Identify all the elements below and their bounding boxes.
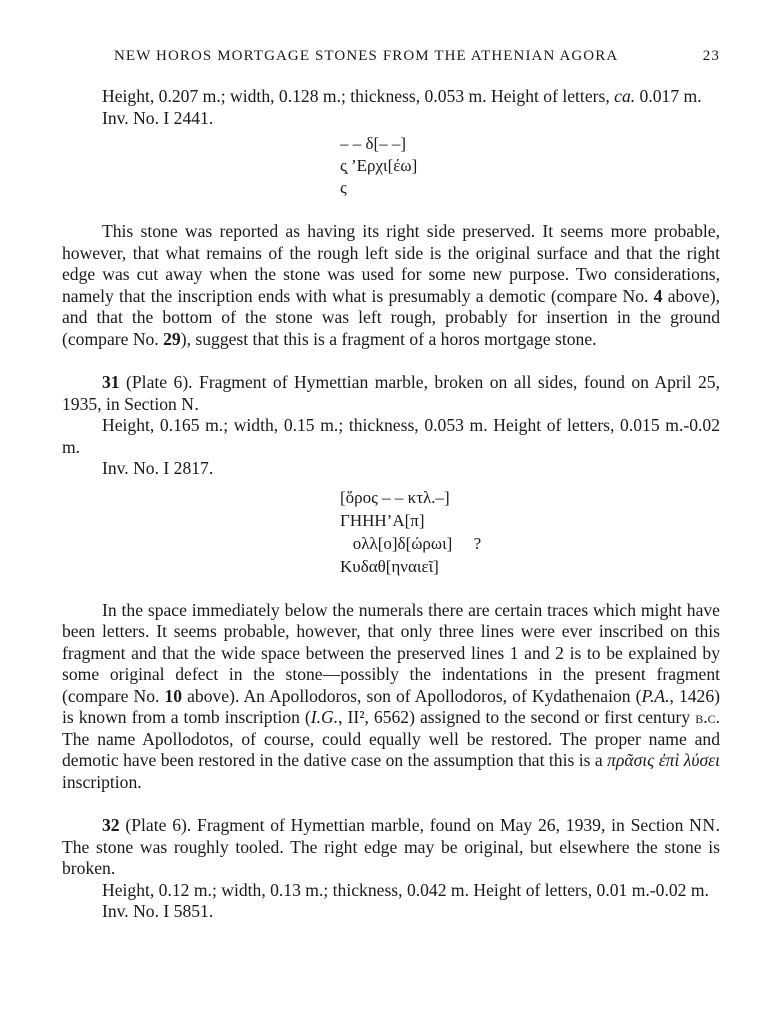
entry32-dimensions: Height, 0.12 m.; width, 0.13 m.; thickness, 0.042 m. Height of letters, 0.01 m.-0.02 m. [102,879,709,900]
entry31-inscription [340,486,720,578]
entry-number: 31 [102,372,120,392]
entry30-discussion: This stone was reported as having its right side preserved. It seems more probable, however, that what remains of the rough left side is the original surface and that the right edge was cut away when the stone was used for some new purpose. Two considerations, namely that the inscription ends with what is presumably a demotic (compare No. 4 above), and that the bottom of the stone was left rough, probably for insertion in the ground (compare No. 29), suggest that this is a fragment of a horos mortgage stone. [62,221,720,349]
entry30-inv: Inv. No. I 2441. [102,107,214,128]
inscription-line: – – δ[– –] [340,134,407,153]
inscription-line: ΓΗΗΗ’Α[π] [340,510,425,530]
entry32-description: 32 (Plate 6). Fragment of Hymettian marble, found on May 26, 1939, in Section NN. The stone was roughly tooled. The right edge may be original, but elsewhere the stone is broken. [62,815,720,878]
entry31-description: 31 (Plate 6). Fragment of Hymettian marble, broken on all sides, found on April 25, 1935, in Section N. [62,372,720,414]
running-title: NEW HOROS MORTGAGE STONES FROM THE ATHENIAN AGORA [114,48,619,64]
page-number: 23 [702,48,720,64]
inscription-line: Κυδαθ[ηναιεῖ] [340,556,439,576]
entry30-inscription [340,133,720,199]
inscription-line: ς [340,178,347,197]
inscription-line: ς̣ ’Ερχι[έω] [340,156,418,175]
entry31-discussion: In the space immediately below the numerals there are certain traces which might have been letters. It seems probable, however, that only three lines were ever inscribed on this fragment and that the wide space between the preserved lines 1 and 2 is to be explained by some original defect in the stone—possibly the indentations in the present fragment (compare No. 10 above). An Apollodoros, son of Apollodoros, of Kydathenaion (P.A., 1426) is known from a tomb inscription (I.G., II², 6562) assigned to the second or first century b.c. The name Apollodotos, of course, could equally well be restored. The proper name and demotic have been restored in the dative case on the assumption that this is a πρᾶσις ἐπὶ λύσει inscription. [62,599,721,792]
page [62,46,720,923]
entry30-dimensions: Height, 0.207 m.; width, 0.128 m.; thickness, 0.053 m. Height of letters, ca. 0.017 m. [102,86,702,106]
inscription-line: ολλ[ο]δ[ώρωι] ? [340,533,482,553]
entry32-inv: Inv. No. I 5851. [102,901,214,921]
entry31-dimensions: Height, 0.165 m.; width, 0.15 m.; thickness, 0.053 m. Height of letters, 0.015 m.-0.02 m. [62,415,720,457]
entry-number: 32 [102,815,120,835]
entry31-inv: Inv. No. I 2817. [102,458,214,478]
inscription-line: [ὅρος – – κτλ.–] [340,487,450,507]
running-header [114,46,720,66]
